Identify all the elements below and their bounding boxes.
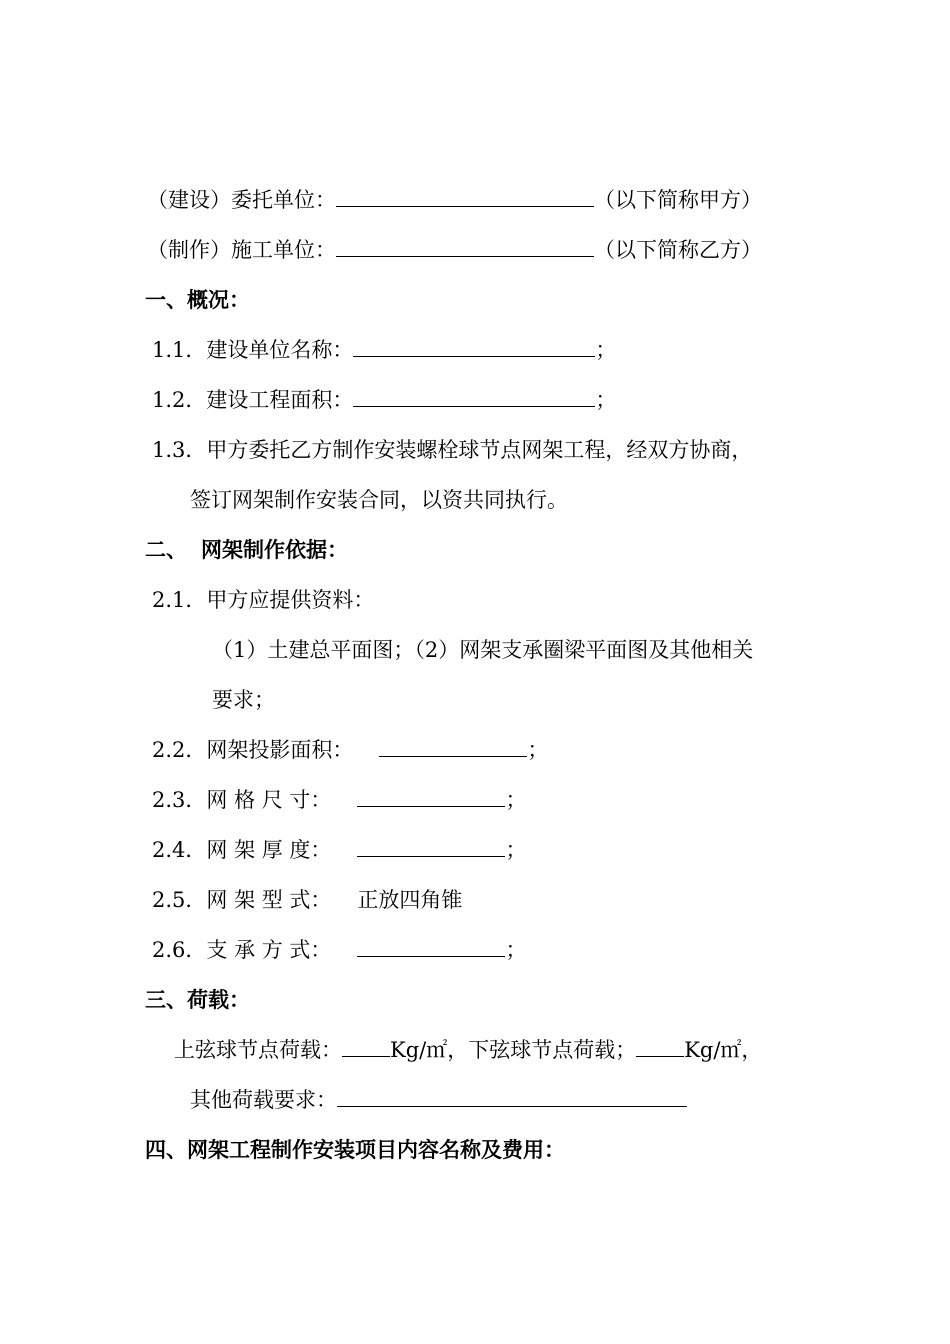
section1-title: 一、概况： bbox=[145, 287, 250, 312]
item-2-2-label: 2.2．网架投影面积： bbox=[152, 738, 354, 762]
contractor-blank[interactable] bbox=[336, 236, 594, 257]
other-load-label: 其他荷载要求： bbox=[190, 1088, 337, 1112]
lower-load-blank[interactable] bbox=[636, 1036, 684, 1057]
contractor-suffix: （以下简称乙方） bbox=[594, 238, 762, 262]
item-2-5-value: 正放四角锥 bbox=[357, 888, 463, 912]
upper-load-unit: Kg/㎡，下弦球节点荷载； bbox=[390, 1038, 637, 1062]
item-1-1-label: 1.1．建设单位名称： bbox=[152, 338, 354, 362]
section4-title: 四、网架工程制作安装项目内容名称及费用： bbox=[145, 1137, 565, 1162]
item-2-1-line1: （1）土建总平面图；（2）网架支承圈梁平面图及其他相关 bbox=[212, 638, 754, 662]
upper-load-blank[interactable] bbox=[342, 1036, 390, 1057]
item-2-6 bbox=[152, 935, 526, 965]
item-1-2-end: ； bbox=[595, 388, 617, 412]
section2-title-text: 网架制作依据： bbox=[201, 537, 348, 562]
other-load-blank[interactable] bbox=[337, 1086, 687, 1107]
item-2-6-end: ； bbox=[505, 938, 527, 962]
item-2-6-label: 2.6．支 承 方 式： bbox=[152, 938, 332, 962]
item-1-1-blank[interactable] bbox=[353, 336, 595, 357]
item-2-3-end: ； bbox=[505, 788, 527, 812]
item-1-2 bbox=[152, 385, 616, 415]
client-label: （建设）委托单位： bbox=[147, 188, 336, 212]
item-2-2-blank[interactable] bbox=[379, 736, 527, 757]
item-2-4 bbox=[152, 835, 526, 865]
item-2-1: 2.1．甲方应提供资料： bbox=[152, 588, 375, 612]
item-1-1 bbox=[152, 335, 616, 365]
item-1-2-label: 1.2．建设工程面积： bbox=[152, 388, 354, 412]
item-1-2-blank[interactable] bbox=[353, 386, 595, 407]
item-2-2 bbox=[152, 735, 548, 765]
item-2-3-blank[interactable] bbox=[357, 786, 505, 807]
item-2-5-label: 2.5．网 架 型 式： bbox=[152, 888, 332, 912]
section2-title bbox=[145, 535, 348, 565]
item-2-6-blank[interactable] bbox=[357, 936, 505, 957]
upper-load-label: 上弦球节点荷载： bbox=[174, 1038, 342, 1062]
item-2-1-line2: 要求； bbox=[212, 688, 275, 712]
client-line bbox=[147, 185, 762, 215]
item-2-4-end: ； bbox=[505, 838, 527, 862]
contractor-label: （制作）施工单位： bbox=[147, 238, 336, 262]
item-2-4-label: 2.4．网 架 厚 度： bbox=[152, 838, 332, 862]
item-2-2-end: ； bbox=[527, 738, 549, 762]
client-suffix: （以下简称甲方） bbox=[594, 188, 762, 212]
load-line bbox=[174, 1035, 762, 1065]
item-2-3-label: 2.3．网 格 尺 寸： bbox=[152, 788, 332, 812]
item-1-3-line1: 1.3．甲方委托乙方制作安装螺栓球节点网架工程，经双方协商， bbox=[152, 438, 753, 462]
other-load-line bbox=[190, 1085, 687, 1115]
lower-load-unit: Kg/㎡， bbox=[684, 1038, 763, 1062]
item-1-1-end: ； bbox=[595, 338, 617, 362]
item-1-3-line2: 签订网架制作安装合同，以资共同执行。 bbox=[190, 488, 568, 512]
contractor-line bbox=[147, 235, 762, 265]
item-2-4-blank[interactable] bbox=[357, 836, 505, 857]
section3-title: 三、荷载： bbox=[145, 987, 250, 1012]
item-2-3 bbox=[152, 785, 526, 815]
section2-title-num: 二、 bbox=[145, 537, 187, 562]
client-blank[interactable] bbox=[336, 186, 594, 207]
item-2-5 bbox=[152, 885, 462, 915]
